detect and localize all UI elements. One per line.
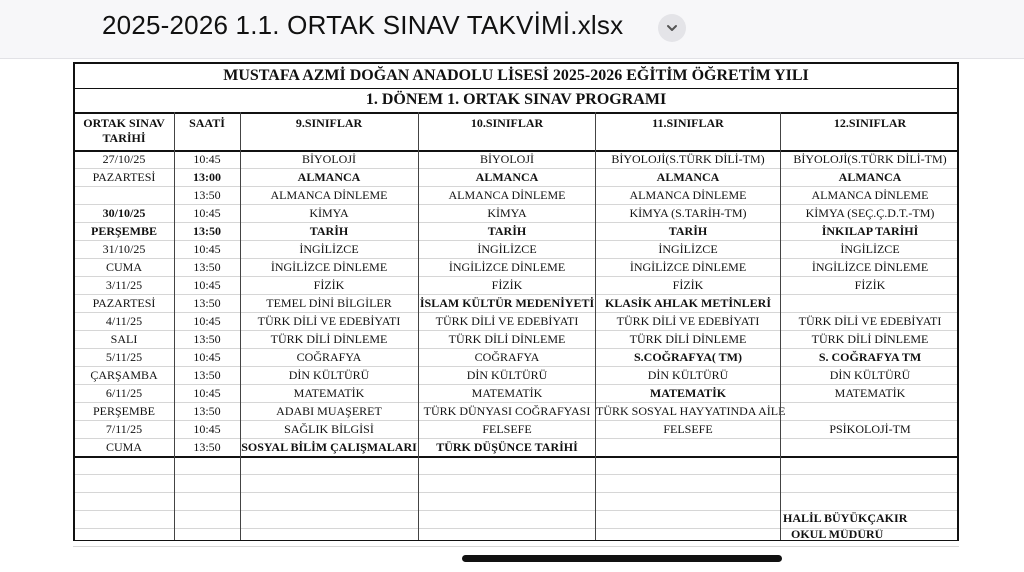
cell-time[interactable]: 10:45: [193, 242, 221, 256]
cell-g9[interactable]: İNGİLİZCE DİNLEME: [270, 260, 388, 274]
cell-g11[interactable]: ALMANCA: [656, 170, 720, 184]
cell-g11[interactable]: İNGİLİZCE: [658, 242, 718, 256]
header-grade-12: 12.SINIFLAR: [833, 116, 907, 130]
school-title: MUSTAFA AZMİ DOĞAN ANADOLU LİSESİ 2025-2026 EĞİTİM ÖĞRETİM YILI: [223, 67, 809, 84]
cell-time[interactable]: 13:50: [193, 368, 221, 382]
header-time: SAATİ: [189, 116, 225, 130]
row-line: [73, 222, 959, 223]
cell-date[interactable]: PERŞEMBE: [92, 404, 155, 418]
cell-time[interactable]: 13:50: [193, 440, 221, 454]
row-line: [73, 258, 959, 259]
grid-line: [73, 62, 75, 540]
cell-g11[interactable]: KİMYA (S.TARİH-TM): [629, 206, 747, 220]
cell-time[interactable]: 10:45: [193, 278, 221, 292]
row-line: [73, 384, 959, 385]
cell-g11[interactable]: KLASİK AHLAK METİNLERİ: [604, 296, 772, 310]
cell-time[interactable]: 13:50: [193, 404, 221, 418]
cell-g10[interactable]: TÜRK DİLİ VE EDEBİYATI: [435, 314, 579, 328]
grid-line: [957, 62, 959, 540]
header-date: ORTAK SINAV TARİHİ: [83, 116, 165, 145]
cell-g11[interactable]: MATEMATİK: [649, 386, 727, 400]
spreadsheet-sheet: [73, 62, 959, 542]
row-line: [73, 204, 959, 205]
cell-g9[interactable]: ALMANCA: [297, 170, 361, 184]
cell-g10[interactable]: TÜRK DÜŞÜNCE TARİHİ: [436, 440, 578, 454]
cell-g11[interactable]: TÜRK SOSYAL HAYYATINDA AİLE: [596, 404, 786, 418]
cell-g10[interactable]: BİYOLOJİ: [480, 152, 534, 166]
cell-time[interactable]: 10:45: [193, 314, 221, 328]
cell-date[interactable]: [75, 186, 173, 204]
cell-g12[interactable]: [781, 438, 959, 456]
cell-g10[interactable]: TARİH: [487, 224, 527, 238]
cell-date[interactable]: 7/11/25: [105, 422, 143, 436]
cell-g9[interactable]: FİZİK: [313, 278, 345, 292]
cell-g11[interactable]: TÜRK DİLİ DİNLEME: [629, 332, 747, 346]
grid-line: [780, 112, 781, 540]
cell-g12[interactable]: İNGİLİZCE DİNLEME: [811, 260, 929, 274]
principal-name: HALİL BÜYÜKÇAKIR: [783, 511, 908, 525]
chevron-down-icon: [665, 21, 679, 35]
cell-time[interactable]: 13:50: [193, 188, 221, 202]
cell-g12[interactable]: PSİKOLOJİ-TM: [829, 422, 911, 436]
cell-g12[interactable]: ALMANCA: [838, 170, 902, 184]
cell-g12[interactable]: İNGİLİZCE: [840, 242, 900, 256]
cell-g10[interactable]: COĞRAFYA: [474, 350, 540, 364]
cell-g10[interactable]: İSLAM KÜLTÜR MEDENİYETİ: [419, 296, 595, 310]
cell-date[interactable]: PERŞEMBE: [90, 224, 157, 238]
cell-g11[interactable]: TARİH: [668, 224, 708, 238]
cell-date[interactable]: 3/11/25: [105, 278, 143, 292]
cell-g12[interactable]: DİN KÜLTÜRÜ: [829, 368, 911, 382]
grid-line: [240, 112, 241, 540]
row-line: [73, 240, 959, 241]
cell-g9[interactable]: SAĞLIK BİLGİSİ: [284, 422, 374, 436]
cell-g9[interactable]: TÜRK DİLİ VE EDEBİYATI: [257, 314, 401, 328]
grid-line: [73, 540, 959, 541]
cell-time[interactable]: 10:45: [193, 206, 221, 220]
cell-g12[interactable]: TÜRK DİLİ DİNLEME: [811, 332, 929, 346]
file-title: 2025-2026 1.1. ORTAK SINAV TAKVİMİ.xlsx: [102, 10, 624, 40]
cell-g10[interactable]: FELSEFE: [482, 422, 532, 436]
row-line: [73, 276, 959, 277]
cell-g9[interactable]: İNGİLİZCE: [299, 242, 359, 256]
cell-g9[interactable]: TEMEL DİNİ BİLGİLER: [266, 296, 392, 310]
grid-line: [73, 456, 959, 458]
cell-g12[interactable]: [781, 294, 959, 312]
grid-line: [73, 112, 959, 114]
cell-g10[interactable]: İNGİLİZCE: [477, 242, 537, 256]
cell-date[interactable]: ÇARŞAMBA: [90, 368, 158, 382]
cell-g12[interactable]: İNKILAP TARİHİ: [821, 224, 919, 238]
cell-g9[interactable]: MATEMATİK: [293, 386, 365, 400]
cell-g11[interactable]: DİN KÜLTÜRÜ: [647, 368, 729, 382]
cell-g9[interactable]: SOSYAL BİLİM ÇALIŞMALARI: [241, 440, 417, 454]
cell-g10[interactable]: MATEMATİK: [471, 386, 543, 400]
cell-g12[interactable]: ALMANCA DİNLEME: [811, 188, 929, 202]
cell-date[interactable]: 5/11/25: [105, 350, 143, 364]
cell-time[interactable]: 13:00: [193, 170, 221, 184]
cell-g10[interactable]: FİZİK: [491, 278, 523, 292]
cell-g9[interactable]: DİN KÜLTÜRÜ: [288, 368, 370, 382]
cell-date[interactable]: CUMA: [105, 260, 142, 274]
row-line: [73, 474, 959, 475]
row-line: [73, 438, 959, 439]
cell-g11[interactable]: TÜRK DİLİ VE EDEBİYATI: [616, 314, 760, 328]
cell-g11[interactable]: BİYOLOJİ(S.TÜRK DİLİ-TM): [611, 152, 765, 166]
cell-g12[interactable]: KİMYA (SEÇ.Ç.D.T.-TM): [805, 206, 935, 220]
cell-time[interactable]: 10:45: [193, 422, 221, 436]
grid-line: [73, 88, 959, 89]
cell-g12[interactable]: FİZİK: [854, 278, 886, 292]
row-line: [73, 294, 959, 295]
row-line: [73, 330, 959, 331]
exam-program-title: 1. DÖNEM 1. ORTAK SINAV PROGRAMI: [365, 91, 667, 108]
cell-g9[interactable]: ALMANCA DİNLEME: [270, 188, 388, 202]
principal-title: OKUL MÜDÜRÜ: [791, 527, 884, 541]
row-line: [73, 168, 959, 169]
row-line: [73, 510, 959, 511]
cell-date[interactable]: 27/10/25: [102, 152, 146, 166]
header-grade-10: 10.SINIFLAR: [470, 116, 544, 130]
cell-g11[interactable]: FELSEFE: [663, 422, 713, 436]
cell-time[interactable]: 13:50: [193, 260, 221, 274]
cell-g10[interactable]: ALMANCA: [475, 170, 539, 184]
header-grade-11: 11.SINIFLAR: [652, 116, 724, 130]
cell-g9[interactable]: KİMYA: [309, 206, 349, 220]
grid-line: [418, 112, 419, 540]
cell-g10[interactable]: DİN KÜLTÜRÜ: [466, 368, 548, 382]
cell-g12[interactable]: MATEMATİK: [834, 386, 906, 400]
cell-g12[interactable]: [781, 402, 959, 420]
cell-date[interactable]: PAZARTESİ: [92, 296, 156, 310]
cell-time[interactable]: 10:45: [193, 386, 221, 400]
row-line: [73, 528, 959, 529]
row-line: [73, 420, 959, 421]
cell-g12[interactable]: BİYOLOJİ(S.TÜRK DİLİ-TM): [793, 152, 947, 166]
cell-g10[interactable]: ALMANCA DİNLEME: [448, 188, 566, 202]
cell-date[interactable]: 30/10/25: [102, 206, 146, 220]
header-grade-9: 9.SINIFLAR: [295, 116, 363, 130]
grid-line: [174, 112, 175, 540]
cell-time[interactable]: 13:50: [193, 296, 221, 310]
cell-g10[interactable]: TÜRK DİLİ DİNLEME: [448, 332, 566, 346]
row-line: [73, 546, 959, 547]
row-line: [73, 186, 959, 187]
cell-time[interactable]: 10:45: [193, 152, 221, 166]
cell-time[interactable]: 13:50: [193, 224, 221, 238]
home-indicator: [462, 555, 782, 562]
row-line: [73, 492, 959, 493]
cell-date[interactable]: PAZARTESİ: [92, 170, 156, 184]
cell-g11[interactable]: S.COĞRAFYA( TM): [633, 350, 742, 364]
cell-date[interactable]: 6/11/25: [105, 386, 143, 400]
cell-g11[interactable]: FİZİK: [672, 278, 704, 292]
cell-g12[interactable]: S. COĞRAFYA TM: [818, 350, 922, 364]
cell-g9[interactable]: ADABI MUAŞERET: [276, 404, 382, 418]
grid-line: [73, 62, 959, 64]
cell-g12[interactable]: TÜRK DİLİ VE EDEBİYATI: [798, 314, 942, 328]
file-menu-button[interactable]: [658, 14, 686, 42]
cell-g10[interactable]: TÜRK DÜNYASI COĞRAFYASI: [423, 404, 591, 418]
cell-g11[interactable]: ALMANCA DİNLEME: [629, 188, 747, 202]
cell-date[interactable]: CUMA: [105, 440, 142, 454]
cell-g9[interactable]: TARİH: [309, 224, 349, 238]
cell-time[interactable]: 10:45: [193, 350, 221, 364]
cell-time[interactable]: 13:50: [193, 332, 221, 346]
cell-date[interactable]: 4/11/25: [105, 314, 143, 328]
cell-date[interactable]: SALI: [110, 332, 138, 346]
cell-g9[interactable]: COĞRAFYA: [296, 350, 362, 364]
row-line: [73, 402, 959, 403]
grid-line: [73, 150, 959, 152]
cell-g11[interactable]: [596, 438, 780, 456]
cell-g9[interactable]: BİYOLOJİ: [302, 152, 356, 166]
grid-line: [595, 112, 596, 540]
cell-g10[interactable]: KİMYA: [487, 206, 527, 220]
row-line: [73, 366, 959, 367]
row-line: [73, 348, 959, 349]
cell-g11[interactable]: İNGİLİZCE DİNLEME: [629, 260, 747, 274]
cell-g9[interactable]: TÜRK DİLİ DİNLEME: [270, 332, 388, 346]
file-title-bar: [0, 0, 1024, 59]
cell-g10[interactable]: İNGİLİZCE DİNLEME: [448, 260, 566, 274]
row-line: [73, 312, 959, 313]
cell-date[interactable]: 31/10/25: [102, 242, 146, 256]
